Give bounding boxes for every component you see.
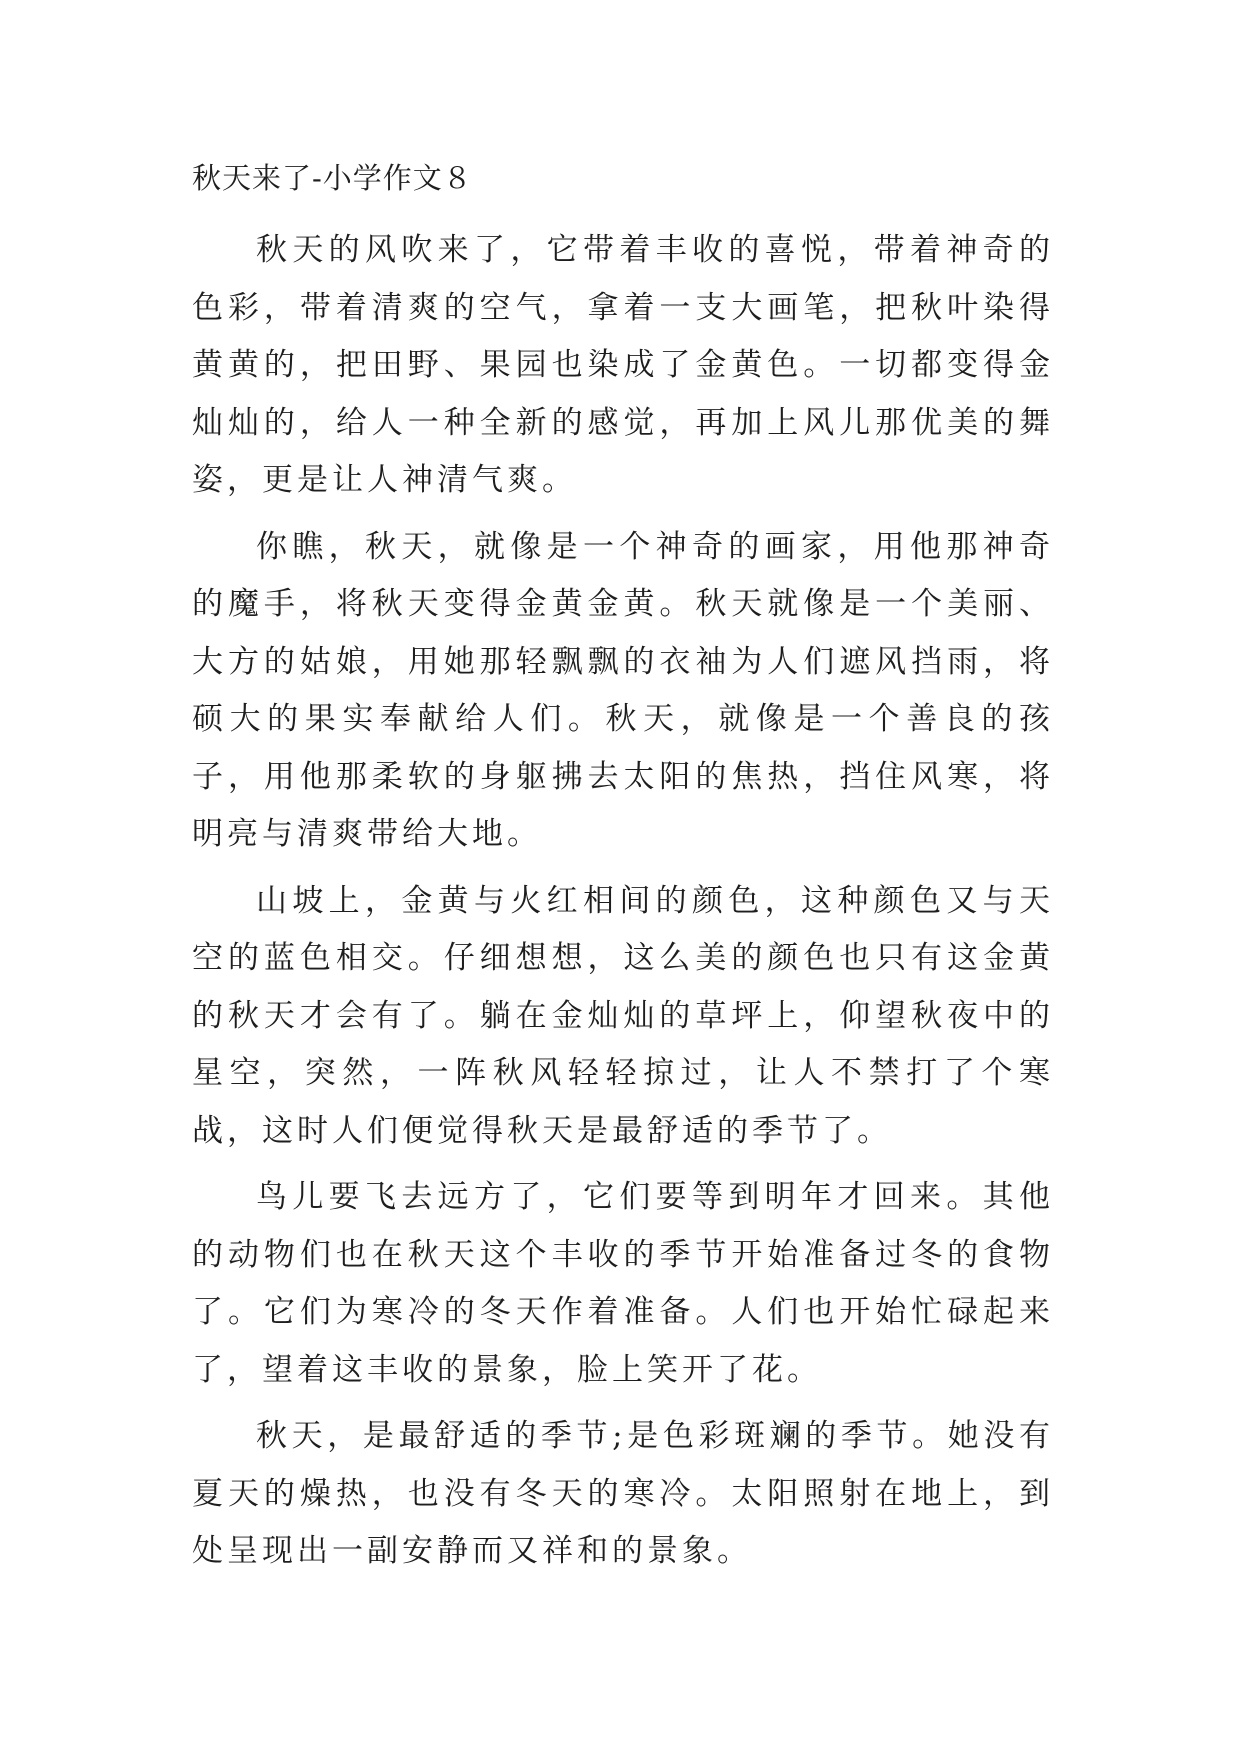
paragraph-3: 山坡上，金黄与火红相间的颜色，这种颜色又与天空的蓝色相交。仔细想想，这么美的颜色也只有这金黄的秋天才会有了。躺在金灿灿的草坪上，仰望秋夜中的星空，突然，一阵秋风轻轻掠过，让人不禁打了个寒战，这时人们便觉得秋天是最舒适的季节了。 [192, 882, 1054, 1149]
paragraph-5: 秋天，是最舒适的季节;是色彩斑斓的季节。她没有夏天的燥热，也没有冬天的寒冷。太阳照射在地上，到处呈现出一副安静而又祥和的景象。 [192, 1418, 1054, 1569]
document-page [192, 160, 1054, 1590]
paragraph-4: 鸟儿要飞去远方了，它们要等到明年才回来。其他的动物们也在秋天这个丰收的季节开始准备过冬的食物了。它们为寒冷的冬天作着准备。人们也开始忙碌起来了，望着这丰收的景象，脸上笑开了花。 [192, 1179, 1054, 1388]
paragraph-2: 你瞧，秋天，就像是一个神奇的画家，用他那神奇的魔手，将秋天变得金黄金黄。秋天就像是一个美丽、大方的姑娘，用她那轻飘飘的衣袖为人们遮风挡雨，将硕大的果实奉献给人们。秋天，就像是一个善良的孩子，用他那柔软的身躯拂去太阳的焦热，挡住风寒，将明亮与清爽带给大地。 [192, 528, 1054, 852]
paragraph-1: 秋天的风吹来了，它带着丰收的喜悦，带着神奇的色彩，带着清爽的空气，拿着一支大画笔，把秋叶染得黄黄的，把田野、果园也染成了金黄色。一切都变得金灿灿的，给人一种全新的感觉，再加上风儿那优美的舞姿，更是让人神清气爽。 [192, 232, 1054, 498]
document-title: 秋天来了-小学作文８ [192, 161, 473, 195]
